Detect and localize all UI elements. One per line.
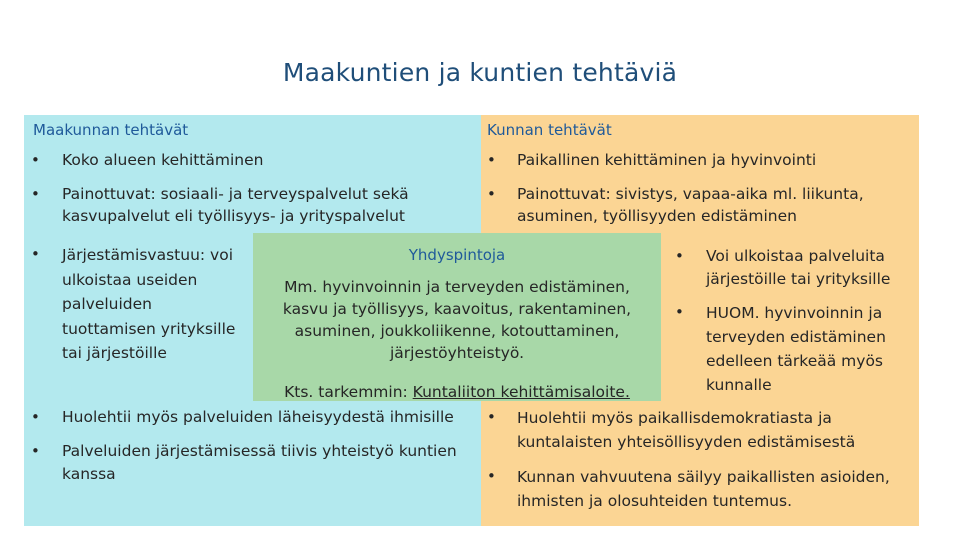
maakunta-item-3-line-2: ulkoistaa useiden [62,270,198,289]
kunta-item-5 [517,406,855,454]
kunta-item-4 [706,301,886,397]
maakunta-item-3-line-1: Järjestämisvastuu: voi [62,246,233,264]
kunta-item-5-line-2: kuntalaisten yhteisöllisyyden edistämisestä [517,433,856,451]
kunta-item-6-line-1: Kunnan vahvuutena säilyy paikallisten asioiden, [517,468,890,486]
kunta-item-1-line-1: Paikallinen kehittäminen ja hyvinvointi [517,151,817,169]
kunta-item-3-line-2: järjestöille tai yrityksille [706,270,891,288]
maakunta-item-5 [62,440,457,486]
kunta-item-4-line-3: edelleen tärkeää myös [706,352,884,370]
maakunta-item-3 [62,243,235,366]
kunta-item-2 [517,183,864,227]
kunta-item-3 [706,245,890,291]
slide-title: Maakuntien ja kuntien tehtäviä [282,58,678,87]
kunta-item-4-line-1: HUOM. hyvinvoinnin ja [706,304,883,322]
bullet-marker: • [31,442,40,460]
maakunta-item-3-line-3: palveluiden [62,295,152,313]
yhdyspinnat-heading: Yhdyspintoja [408,246,506,264]
reference-line [253,381,661,403]
bullet-marker: • [31,408,40,426]
bullet-marker: • [487,151,496,169]
maakunta-item-1 [62,149,264,171]
maakunta-item-2-line-2: kasvupalvelut eli työllisyys- ja yrityspalvelut [62,207,405,225]
yhdyspinnat-line-4: järjestöyhteistyö. [389,344,525,362]
kunta-item-6-line-2: ihmisten ja olosuhteiden tuntemus. [517,492,793,510]
maakunta-item-5-line-1: Palveluiden järjestämisessä tiivis yhteistyö kuntien [62,442,457,460]
reference-prefix: Kts. tarkemmin: [284,383,413,401]
yhdyspinnat-line-2: kasvu ja työllisyys, kaavoitus, rakentaminen, [282,300,632,318]
maakunta-item-1-line-1: Koko alueen kehittäminen [62,151,264,169]
bullet-marker: • [487,467,496,485]
yhdyspinnat-line-1: Mm. hyvinvoinnin ja terveyden edistäminen, [284,278,630,296]
kunta-item-1 [517,149,816,171]
bullet-marker: • [31,151,40,169]
kunta-heading: Kunnan tehtävät [487,121,612,139]
kunta-item-5-line-1: Huolehtii myös paikallisdemokratiasta ja [517,409,832,427]
maakunta-item-3-line-4: tuottamisen yrityksille [62,319,236,338]
maakunta-item-4-line-1: Huolehtii myös palveluiden läheisyydestä ihmisille [62,408,454,426]
yhdyspinnat-line-3: asuminen, joukkoliikenne, kotouttaminen, [294,322,620,340]
maakunta-item-2 [62,183,409,227]
maakunta-item-4 [62,406,454,428]
kuntaliitto-link[interactable]: Kuntaliiton kehittämisaloite. [412,383,630,401]
kunta-item-4-line-4: kunnalle [706,376,772,394]
kunta-item-2-line-2: asuminen, työllisyyden edistäminen [517,207,797,225]
bullet-marker: • [31,245,40,263]
maakunta-item-5-line-2: kanssa [62,465,116,483]
bullet-marker: • [675,303,684,321]
maakunta-item-2-line-1: Painottuvat: sosiaali- ja terveyspalvelut sekä [62,185,409,203]
kunta-item-2-line-1: Painottuvat: sivistys, vapaa-aika ml. liikunta, [517,185,864,203]
bullet-marker: • [487,408,496,426]
kunta-item-6 [517,465,890,513]
maakunta-item-3-line-5: tai järjestöille [62,344,167,362]
kunta-item-4-line-2: terveyden edistäminen [706,328,886,346]
bullet-marker: • [675,247,684,265]
bullet-marker: • [31,185,40,203]
kunta-item-3-line-1: Voi ulkoistaa palveluita [706,247,885,265]
yhdyspinnat-text [253,276,661,364]
bullet-marker: • [487,185,496,203]
maakunta-heading: Maakunnan tehtävät [33,121,189,139]
